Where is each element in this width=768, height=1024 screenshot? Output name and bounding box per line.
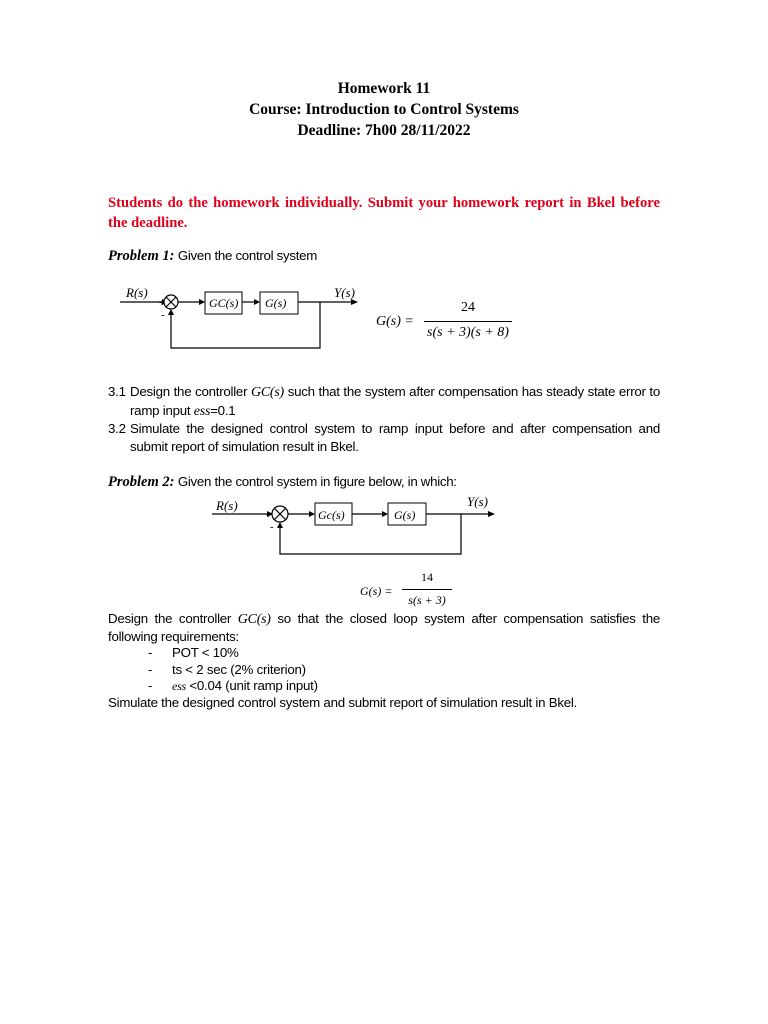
course-title: Course: Introduction to Control Systems xyxy=(249,101,519,118)
p2-minus-sign: - xyxy=(270,521,274,533)
problem1-block-diagram xyxy=(120,282,370,354)
p2-block-gc-label: Gc(s) xyxy=(318,508,345,522)
p1-plus-sign: + xyxy=(159,298,165,308)
problem1-label: Problem 1: xyxy=(108,248,175,264)
requirements-list xyxy=(108,645,660,695)
problem1-tasks xyxy=(108,383,660,455)
design-gc-variable: GC(s) xyxy=(237,612,271,627)
p1-block-g-label: G(s) xyxy=(265,296,287,310)
task-1-number: 3.1 xyxy=(108,384,126,399)
problem2-label: Problem 2: xyxy=(108,474,175,490)
p2-tf-numerator: 14 xyxy=(421,570,433,584)
req-dash: - xyxy=(148,661,153,677)
p2-input-label: R(s) xyxy=(216,498,238,513)
document-header xyxy=(0,78,768,141)
problem2-design-text xyxy=(108,611,660,645)
task-1-gc-variable: GC(s) xyxy=(250,385,284,400)
design-text-post: so that the closed loop system after compensation satisfies the following requirements: xyxy=(108,611,660,644)
requirement-pot xyxy=(108,645,660,662)
p1-tf-lhs: G(s) = xyxy=(376,314,414,329)
problem2-requirements xyxy=(108,611,660,711)
problem2-transfer-function xyxy=(360,570,460,612)
req-ess-variable: ess xyxy=(172,679,186,693)
deadline-line xyxy=(0,120,768,141)
p2-tf-denominator: s(s + 3) xyxy=(408,593,446,607)
p1-minus-sign: - xyxy=(161,309,165,321)
p2-feedback-path xyxy=(280,514,461,554)
task-1-text-pre: Design the controller xyxy=(130,384,251,399)
p2-link-1-arrowhead xyxy=(309,511,315,517)
p2-tf-fraction-bar xyxy=(402,589,452,590)
p2-plus-sign: + xyxy=(266,510,272,520)
p1-input-label: R(s) xyxy=(126,285,148,300)
task-2-number: 3.2 xyxy=(108,421,126,436)
p1-tf-denominator: s(s + 3)(s + 8) xyxy=(427,325,509,340)
deadline-label: Deadline xyxy=(297,122,356,139)
design-text-pre: Design the controller xyxy=(108,611,238,626)
problem1-transfer-function xyxy=(376,300,516,346)
p1-link-2-arrowhead xyxy=(254,299,260,305)
req-ess-value: <0.04 (unit ramp input) xyxy=(185,678,318,693)
p1-tf-numerator: 24 xyxy=(461,300,475,315)
p2-output-arrowhead xyxy=(488,511,495,517)
problem2-closing: Simulate the designed control system and submit report of simulation result in Bkel. xyxy=(108,694,578,710)
p2-output-label: Y(s) xyxy=(467,494,488,509)
task-1-ess-variable: ess xyxy=(193,403,211,419)
submission-notice: Students do the homework individually. Submit your homework report in Bkel before the deadline. xyxy=(108,195,660,231)
problem2-intro: Given the control system in figure below, in which: xyxy=(174,474,457,489)
task-2-text: Simulate the designed control system to ramp input before and after compensation and submit report of simulation result in Bkel. xyxy=(130,421,660,454)
task-1-text-post: such that the system after compensation has steady state error to ramp input xyxy=(130,384,660,418)
req-ess-text xyxy=(172,678,318,693)
p1-feedback-arrowhead xyxy=(168,309,174,315)
problem2-block-diagram xyxy=(212,494,502,560)
req-ts-text: ts < 2 sec (2% criterion) xyxy=(172,661,306,677)
req-dash: - xyxy=(148,645,153,660)
p1-block-gc-label: GC(s) xyxy=(209,296,239,310)
p2-feedback-arrowhead xyxy=(277,522,283,528)
p1-output-label: Y(s) xyxy=(334,285,355,300)
req-dash: - xyxy=(148,678,153,693)
homework-title: Homework 11 xyxy=(337,80,431,97)
problem1-task-2 xyxy=(108,420,660,455)
problem1-heading xyxy=(108,248,317,265)
p2-block-g-label: G(s) xyxy=(394,508,416,522)
problem1-task-1 xyxy=(108,383,660,420)
problem2-heading xyxy=(108,474,457,491)
req-pot-text: POT < 10% xyxy=(172,645,239,660)
problem1-intro: Given the control system xyxy=(174,248,317,263)
p1-tf-fraction-bar xyxy=(424,321,512,322)
p2-link-2-arrowhead xyxy=(382,511,388,517)
requirement-ess xyxy=(108,678,660,695)
task-1-ess-value: =0.1 xyxy=(210,402,236,418)
p2-tf-lhs: G(s) = xyxy=(360,584,393,598)
requirement-ts xyxy=(108,662,660,679)
p1-link-1-arrowhead xyxy=(199,299,205,305)
deadline-value: : 7h00 28/11/2022 xyxy=(356,122,471,139)
